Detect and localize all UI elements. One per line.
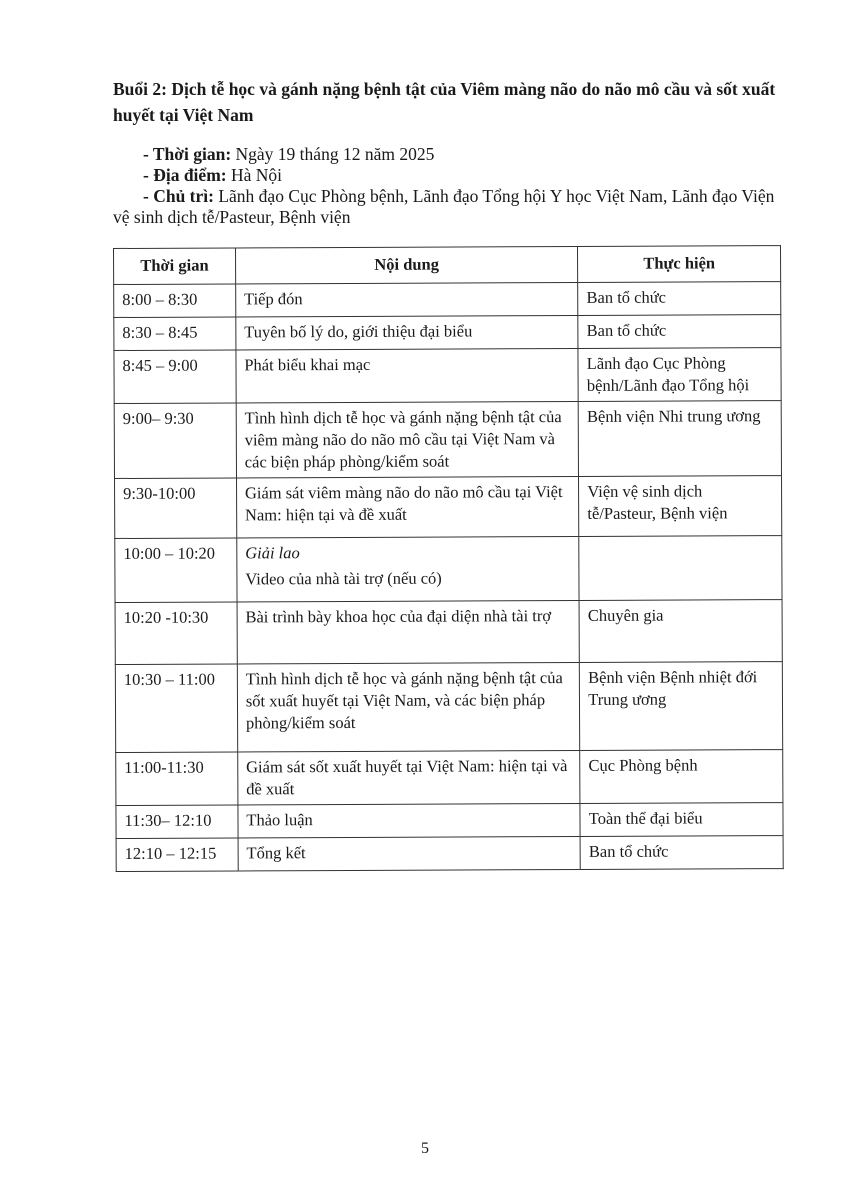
table-row — [116, 803, 783, 839]
row-time: 12:10 – 12:15 — [116, 838, 238, 872]
table-row — [116, 836, 783, 872]
row-content: Bài trình bày khoa học của đại diện nhà tài trợ — [237, 600, 580, 663]
row-content: Thảo luận — [238, 803, 581, 837]
row-time: 11:00-11:30 — [116, 752, 238, 806]
row-by: Lãnh đạo Cục Phòng bệnh/Lãnh đạo Tổng hội — [578, 348, 781, 402]
page-number: 5 — [421, 1140, 429, 1157]
row-content: Tình hình dịch tễ học và gánh nặng bệnh tật của sốt xuất huyết tại Việt Nam, và các biện pháp phòng/kiểm soát — [237, 662, 580, 751]
row-content: Tình hình dịch tễ học và gánh nặng bệnh tật của viêm màng não do não mô cầu tại Việt Nam và các biện pháp phòng/kiểm soát — [236, 401, 579, 477]
row-content: Giám sát viêm màng não do não mô cầu tại Việt Nam: hiện tại và đề xuất — [236, 476, 579, 537]
header-time: Thời gian — [114, 248, 236, 285]
table-row — [116, 750, 783, 806]
row-by: Bệnh viện Nhi trung ương — [578, 401, 781, 477]
table-row — [114, 348, 781, 404]
meta-time — [113, 144, 793, 165]
row-by: Toàn thể đại biểu — [580, 803, 783, 837]
meta-chair-value: Lãnh đạo Cục Phòng bệnh, Lãnh đạo Tổng hội Y học Việt Nam, Lãnh đạo Viện vệ sinh dịch tễ/Pasteur, Bệnh viện — [113, 186, 775, 227]
meta-time-label: - Thời gian: — [143, 144, 232, 164]
table-row — [115, 476, 782, 539]
row-by: Viện vệ sinh dịch tễ/Pasteur, Bệnh viện — [579, 476, 782, 537]
row-by: Bệnh viện Bệnh nhiệt đới Trung ương — [580, 662, 783, 751]
meta-chair — [113, 186, 793, 228]
table-row — [115, 662, 782, 753]
row-time: 9:30-10:00 — [115, 478, 237, 539]
break-label: Giải lao — [245, 543, 300, 563]
table-row — [114, 315, 781, 351]
row-content — [237, 536, 580, 601]
table-row — [115, 536, 782, 603]
table-row — [114, 401, 781, 479]
row-time: 9:00– 9:30 — [114, 403, 236, 479]
meta-place-value: Hà Nội — [226, 165, 283, 185]
meta-place — [113, 165, 793, 186]
row-content: Giám sát sốt xuất huyết tại Việt Nam: hiện tại và đề xuất — [238, 750, 581, 804]
row-content: Tổng kết — [238, 836, 581, 870]
table-row — [114, 282, 781, 318]
meta-time-value: Ngày 19 tháng 12 năm 2025 — [231, 144, 435, 164]
meta-chair-label: - Chủ trì: — [143, 186, 214, 206]
header-content: Nội dung — [235, 246, 578, 283]
table-row — [115, 600, 782, 665]
row-time: 8:45 – 9:00 — [114, 350, 236, 404]
session-title: Buổi 2: Dịch tễ học và gánh nặng bệnh tật của Viêm màng não do não mô cầu và sốt xuất huyết tại Việt Nam — [113, 79, 776, 125]
table-header-row — [114, 246, 781, 285]
row-by — [579, 536, 782, 601]
row-time: 8:30 – 8:45 — [114, 317, 236, 351]
meta-place-label: - Địa điểm: — [143, 165, 227, 185]
session-meta — [113, 144, 793, 228]
row-time: 8:00 – 8:30 — [114, 284, 236, 318]
row-content-text: Video của nhà tài trợ (nếu có) — [245, 568, 442, 589]
row-content: Phát biểu khai mạc — [236, 348, 579, 402]
row-time: 11:30– 12:10 — [116, 805, 238, 839]
row-by: Chuyên gia — [579, 600, 782, 663]
row-by: Cục Phòng bệnh — [580, 750, 783, 804]
schedule-table — [113, 245, 784, 872]
row-time: 10:20 -10:30 — [115, 602, 237, 665]
row-content: Tiếp đón — [236, 282, 579, 316]
row-by: Ban tổ chức — [578, 282, 781, 316]
row-content: Tuyên bố lý do, giới thiệu đại biểu — [236, 315, 579, 349]
row-time: 10:30 – 11:00 — [115, 664, 237, 753]
row-time: 10:00 – 10:20 — [115, 538, 237, 603]
row-by: Ban tổ chức — [578, 315, 781, 349]
header-by: Thực hiện — [578, 246, 781, 283]
row-by: Ban tổ chức — [580, 836, 783, 870]
